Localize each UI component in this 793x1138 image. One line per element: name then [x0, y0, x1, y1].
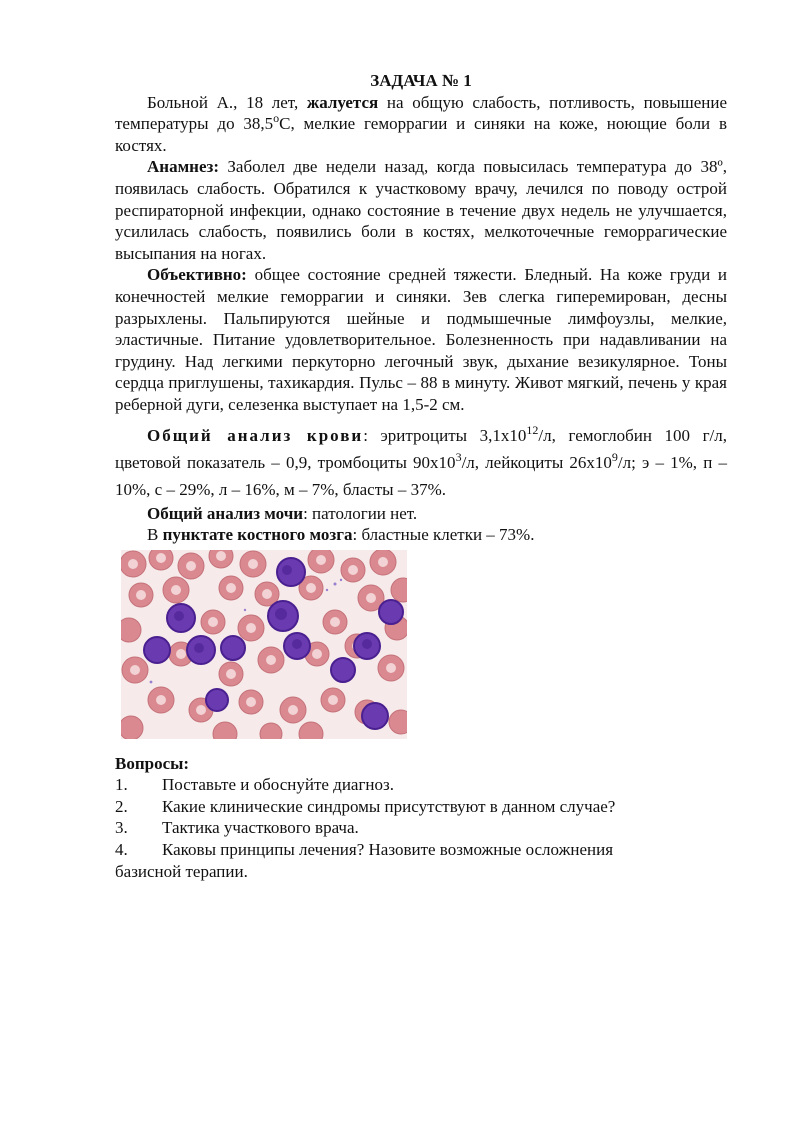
anamnesis-paragraph	[115, 156, 727, 264]
question-number: 1.	[115, 775, 128, 795]
complaints-text-2: С, мелкие геморрагии и синяки на коже, ноющие боли в костях.	[115, 114, 727, 155]
urine-text: : патологии нет.	[303, 503, 418, 523]
blood-text-1: : эритроциты 3,1х10	[363, 425, 527, 445]
question-text: Поставьте и обоснуйте диагноз.	[162, 775, 394, 795]
blood-sup-3: 9	[611, 449, 618, 464]
anamnesis-text: Заболел две недели назад, когда повысилась температура до 38º, появилась слабость. Обратился к участковому врачу, лечился по поводу острой респираторной инфекции, однако состояние в течение двух недель не улучшается, усилилась слабость, появились боли в костях, мелкоточечные геморрагические высыпания на ногах.	[115, 157, 727, 263]
bone-marrow-micrograph	[121, 550, 407, 739]
micrograph-svg	[121, 550, 407, 739]
degree-sup: о	[273, 111, 280, 126]
anamnesis-label: Анамнез:	[147, 157, 219, 177]
question-item	[115, 839, 727, 861]
urine-label: Общий анализ мочи	[147, 503, 304, 523]
task-content	[115, 70, 727, 882]
blood-sup-2: 3	[455, 449, 462, 464]
question-number: 2.	[115, 796, 128, 816]
objective-paragraph	[115, 264, 727, 415]
questions-heading: Вопросы:	[115, 753, 190, 773]
marrow-label: пунктате костного мозга	[162, 525, 353, 545]
complaints-intro: Больной А., 18 лет,	[147, 92, 307, 112]
complaints-text-1: на общую слабость, потливость, повышение температуры до 38,5	[115, 92, 727, 134]
blood-paragraph	[115, 422, 727, 503]
objective-text: общее состояние средней тяжести. Бледный. На коже груди и конечностей мелкие геморрагии и синяки. Зев слегка гиперемирован, десны разрыхлены. Пальпируются шейные и подмышечные лимфоузлы, мелкие, эластичные. Питание удовлетворительное. Болезненность при надавливании на грудину. Над легкими перкуторно легочный звук, дыхание везикулярное. Тоны сердца приглушены, тахикардия. Пульс – 88 в минуту. Живот мягкий, печень у края реберной дуги, селезенка выступает на 1,5-2 см.	[115, 265, 727, 414]
objective-label: Объективно:	[147, 265, 247, 285]
question-text: Тактика участкового врача.	[162, 818, 359, 838]
complaints-label: жалуется	[306, 92, 379, 112]
blood-label: Общий анализ крови	[147, 425, 364, 445]
blood-text-2: /л, гемоглобин 100 г/л, цветовой показатель – 0,9, тромбоциты 90х10	[115, 425, 728, 472]
marrow-text: : бластные клетки – 73%.	[352, 525, 535, 545]
question-text: Какие клинические синдромы присутствуют в данном случае?	[162, 796, 616, 816]
complaints-paragraph	[115, 92, 727, 157]
urine-paragraph	[115, 503, 727, 525]
marrow-intro: В	[147, 525, 163, 545]
blood-sup-1: 12	[526, 422, 539, 437]
marrow-paragraph	[115, 524, 727, 546]
question-number: 4.	[115, 840, 128, 860]
task-title: ЗАДАЧА № 1	[370, 71, 472, 90]
question-item	[115, 796, 727, 818]
blood-text-4: /л; э – 1%, п – 10%, с – 29%, л – 16%, м – 7%, бласты – 37%.	[115, 452, 727, 499]
question-item	[115, 817, 727, 839]
question-item	[115, 774, 727, 796]
question-continuation: базисной терапии.	[115, 861, 248, 881]
blood-text-3: /л, лейкоциты 26х10	[461, 452, 612, 472]
question-text: Каковы принципы лечения? Назовите возможные осложнения	[162, 840, 614, 860]
question-number: 3.	[115, 818, 128, 838]
